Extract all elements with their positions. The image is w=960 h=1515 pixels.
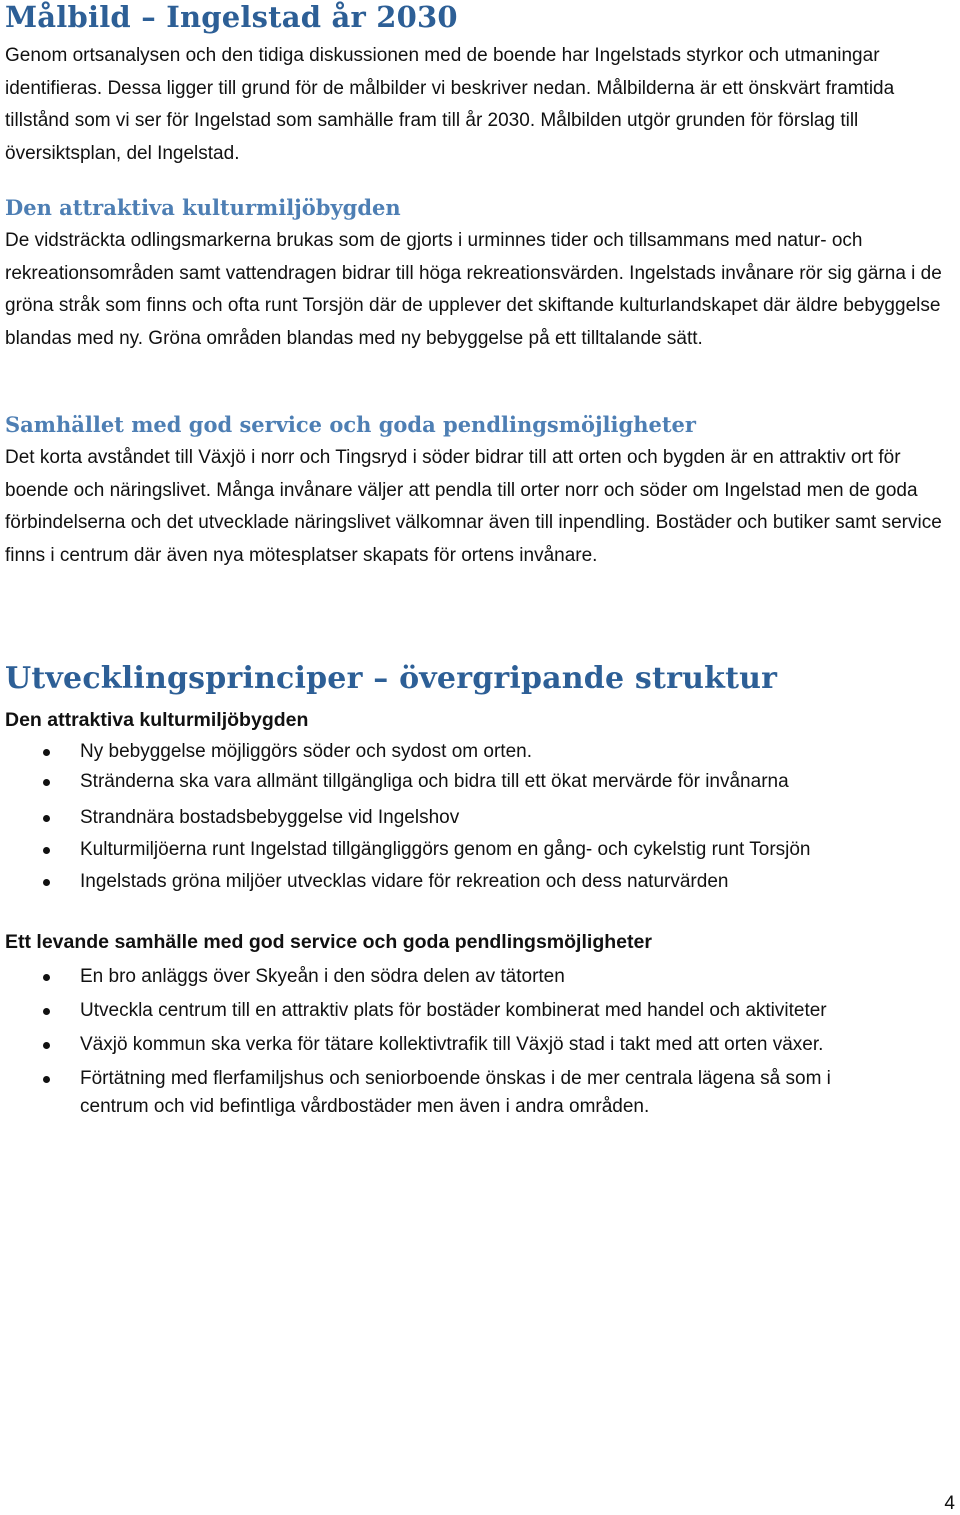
list-item: [5, 738, 885, 766]
list-item: [5, 768, 885, 796]
bullet-icon: [43, 1008, 50, 1015]
heading-samhallet-service: Samhället med god service och goda pendlingsmöjligheter: [5, 412, 696, 437]
list-item: [5, 868, 885, 896]
list-item-text: Ingelstads gröna miljöer utvecklas vidare för rekreation och dess naturvärden: [80, 871, 729, 892]
subheading-levande-samhalle: Ett levande samhälle med god service och goda pendlingsmöjligheter: [5, 931, 652, 953]
section-title-utvecklingsprinciper: Utvecklingsprinciper – övergripande struktur: [5, 661, 778, 696]
list-item-text: Utveckla centrum till en attraktiv plats för bostäder kombinerat med handel och aktiviteter: [80, 1000, 827, 1021]
bullet-icon: [43, 879, 50, 886]
list-item: [5, 1031, 885, 1059]
bullet-icon: [43, 749, 50, 756]
page-title: Målbild – Ingelstad år 2030: [5, 0, 458, 34]
list-item: [5, 836, 885, 864]
paragraph-samhallet-service: Det korta avståndet till Växjö i norr och Tingsryd i söder bidrar till att orten och bygden är en attraktiv ort för boende och näringslivet. Många invånare väljer att pendla till orter norr och söder om Ingelstad men de goda förbindelserna och det utvecklade näringslivet välkomnar även till inpendling. Bostäder och butiker samt service finns i centrum där även nya mötesplatser skapats för ortens invånare.: [5, 447, 942, 567]
bullet-icon: [43, 815, 50, 822]
list-item-text: En bro anläggs över Skyeån i den södra delen av tätorten: [80, 966, 565, 987]
page-number: 4: [944, 1493, 955, 1514]
list-item: [5, 997, 885, 1025]
bullet-icon: [43, 1076, 50, 1083]
bullet-icon: [43, 847, 50, 854]
bullet-list-kulturmiljobygden: [5, 738, 885, 896]
list-item-text: Förtätning med flerfamiljshus och seniorboende önskas i de mer centrala lägena så som i centrum och vid befintliga vårdbostäder men även i andra områden.: [80, 1068, 831, 1117]
list-item: [5, 963, 885, 991]
bullet-icon: [43, 1042, 50, 1049]
list-item-text: Stränderna ska vara allmänt tillgängliga och bidra till ett ökat mervärde för invånarna: [80, 771, 789, 792]
bullet-icon: [43, 974, 50, 981]
intro-paragraph: Genom ortsanalysen och den tidiga diskussionen med de boende har Ingelstads styrkor och utmaningar identifieras. Dessa ligger till grund för de målbilder vi beskriver nedan. Målbilderna är ett önskvärt framtida tillstånd som vi ser för Ingelstad som samhälle fram till år 2030. Målbilden utgör grunden för förslag till översiktsplan, del Ingelstad.: [5, 45, 895, 165]
list-item: [5, 1065, 885, 1121]
list-item-text: Kulturmiljöerna runt Ingelstad tillgängliggörs genom en gång- och cykelstig runt Torsjön: [80, 839, 811, 860]
bullet-list-levande-samhalle: [5, 963, 885, 1121]
bullet-icon: [43, 779, 50, 786]
subheading-kulturmiljobygden: Den attraktiva kulturmiljöbygden: [5, 709, 309, 731]
list-item-text: Växjö kommun ska verka för tätare kollektivtrafik till Växjö stad i takt med att orten växer.: [80, 1034, 824, 1055]
heading-kulturmiljobygden: Den attraktiva kulturmiljöbygden: [5, 195, 401, 220]
list-item: [5, 804, 885, 832]
list-item-text: Strandnära bostadsbebyggelse vid Ingelshov: [80, 807, 460, 828]
list-item-text: Ny bebyggelse möjliggörs söder och sydost om orten.: [80, 741, 533, 762]
paragraph-kulturmiljobygden: De vidsträckta odlingsmarkerna brukas som de gjorts i urminnes tider och tillsammans med natur- och rekreationsområden samt vattendragen bidrar till höga rekreationsvärden. Ingelstads invånare rör sig gärna i de gröna stråk som finns och ofta runt Torsjön där de upplever det skiftande kulturlandskapet där äldre bebyggelse blandas med ny. Gröna områden blandas med ny bebyggelse på ett tilltalande sätt.: [5, 230, 942, 350]
